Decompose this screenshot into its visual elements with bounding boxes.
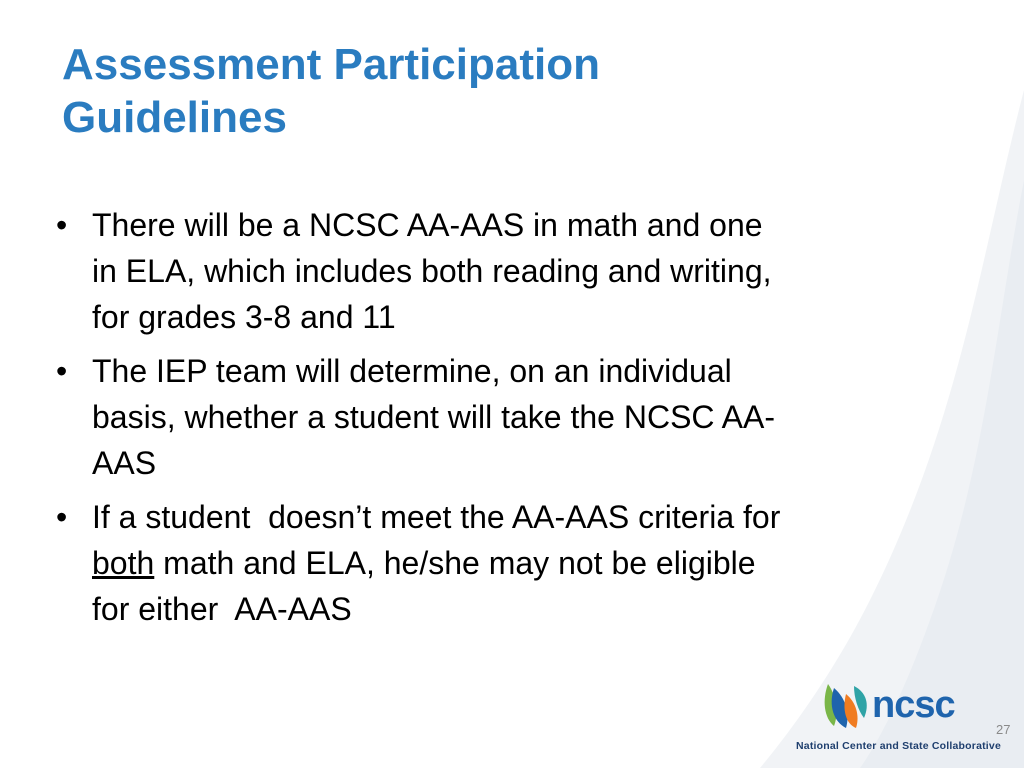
bullet-3-line-2 — [92, 540, 972, 586]
bullet-item-3 — [52, 494, 972, 632]
underlined-word-both: both — [92, 545, 155, 581]
bullet-2-line-2: basis, whether a student will take the NCSC AA- — [92, 399, 775, 435]
logo-wordmark: ncsc — [872, 684, 955, 726]
bullet-3-line-1: If a student doesn’t meet the AA-AAS criteria for — [92, 499, 781, 535]
bullet-list — [52, 202, 972, 640]
bullet-1-line-1: There will be a NCSC AA-AAS in math and one — [92, 207, 763, 243]
leaf-mark-icon — [820, 678, 876, 734]
bullet-item-1 — [52, 202, 972, 340]
bullet-marker: • — [56, 207, 68, 243]
bullet-marker: • — [56, 499, 68, 535]
logo-tagline: National Center and State Collaborative — [796, 740, 1002, 752]
bullet-1-line-3: for grades 3-8 and 11 — [92, 299, 396, 335]
ncsc-logo — [820, 678, 980, 734]
bullet-2-line-1: The IEP team will determine, on an individual — [92, 353, 732, 389]
bullet-3-line-3: for either AA-AAS — [92, 591, 352, 627]
bullet-2-line-3: AAS — [92, 445, 157, 481]
slide-title-line-1: Assessment Participation — [62, 40, 600, 89]
bullet-marker: • — [56, 353, 68, 389]
slide-title-line-2: Guidelines — [62, 93, 287, 142]
slide-title — [62, 38, 600, 144]
page-number: 27 — [996, 722, 1011, 737]
bullet-3-line-2-rest: math and ELA, he/she may not be eligible — [154, 545, 756, 581]
bullet-item-2 — [52, 348, 972, 486]
bullet-1-line-2: in ELA, which includes both reading and writing, — [92, 253, 772, 289]
